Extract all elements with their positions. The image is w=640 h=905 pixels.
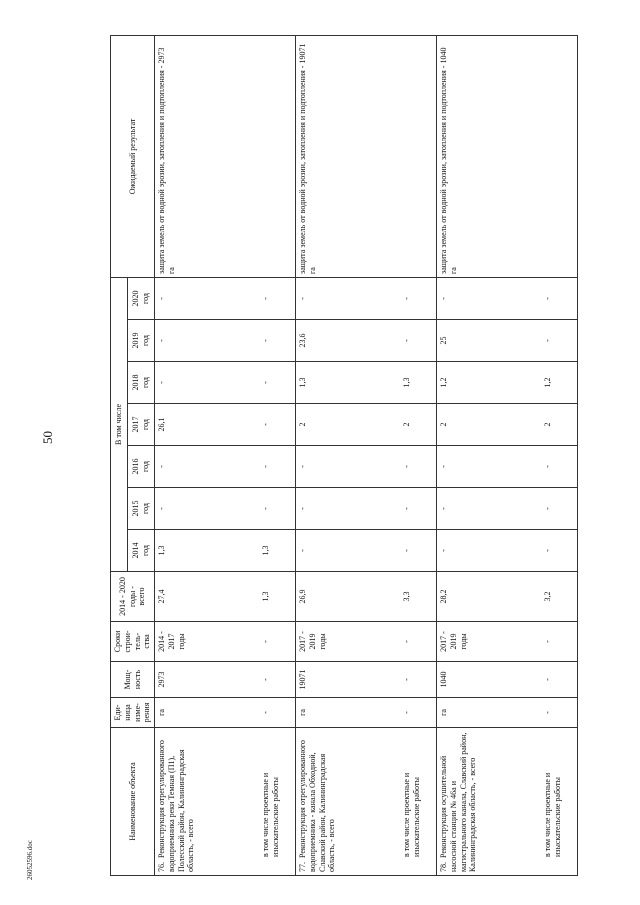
y2020-cell: - — [437, 277, 542, 319]
total-cell: 1,3 — [259, 572, 296, 622]
capacity-cell: 1040 — [437, 662, 542, 698]
y2017-cell: 2 — [296, 404, 401, 446]
object-name — [155, 728, 260, 876]
capacity-cell: 2973 — [155, 662, 260, 698]
header-y2016: 2016 год — [127, 446, 154, 488]
y2020-cell: - — [155, 277, 260, 319]
header-y2014: 2014 год — [127, 530, 154, 572]
unit-cell: - — [541, 698, 578, 728]
result-cell — [541, 35, 578, 277]
y2018-cell: 1,3 — [400, 362, 437, 404]
y2019-cell: - — [155, 320, 260, 362]
y2018-cell: - — [155, 362, 260, 404]
objects-table — [110, 35, 578, 876]
total-cell: 27,4 — [155, 572, 260, 622]
y2015-cell: - — [296, 488, 401, 530]
y2014-cell: - — [437, 530, 542, 572]
y2017-cell: - — [259, 404, 296, 446]
y2018-cell: 1,2 — [437, 362, 542, 404]
y2017-cell: 2 — [400, 404, 437, 446]
unit-cell: га — [437, 698, 542, 728]
term-cell: - — [400, 622, 437, 662]
rotated-table-container — [110, 36, 630, 876]
y2017-cell: 2 — [437, 404, 542, 446]
unit-cell: - — [259, 698, 296, 728]
page-number: 50 — [40, 431, 55, 444]
y2019-cell: 23,6 — [296, 320, 401, 362]
y2016-cell: - — [155, 446, 260, 488]
y2014-cell: 1,3 — [155, 530, 260, 572]
object-name: в том числе проектные и изыскательские работы — [400, 728, 437, 876]
capacity-cell: - — [541, 662, 578, 698]
table-row — [296, 35, 401, 875]
term-cell: 2017 - 2019 годы — [296, 622, 401, 662]
object-name: в том числе проектные и изыскательские работы — [541, 728, 578, 876]
y2020-cell: - — [400, 277, 437, 319]
y2015-cell: - — [400, 488, 437, 530]
header-including: В том числе — [111, 277, 128, 571]
table-row — [437, 35, 542, 875]
y2020-cell: - — [541, 277, 578, 319]
y2014-cell: 1,3 — [259, 530, 296, 572]
total-cell: 26,9 — [296, 572, 401, 622]
y2014-cell: - — [296, 530, 401, 572]
row-number: 77. — [298, 862, 307, 872]
total-cell: 28,2 — [437, 572, 542, 622]
capacity-cell: - — [400, 662, 437, 698]
object-name-text: Реконструкция осушительной насосной станции № 46а и магистрального канала, Славский район, Калининградская область, - всего — [439, 732, 478, 872]
y2019-cell: 25 — [437, 320, 542, 362]
term-cell: 2014 - 2017 годы — [155, 622, 260, 662]
y2018-cell: 1,3 — [296, 362, 401, 404]
y2014-cell: - — [400, 530, 437, 572]
result-cell: защита земель от водной эрозии, затопления и подтопления - 1040 га — [437, 35, 542, 277]
y2019-cell: - — [400, 320, 437, 362]
y2016-cell: - — [541, 446, 578, 488]
term-cell: - — [259, 622, 296, 662]
object-name-text: Реконструкция отрегулированного водоприемника реки Темная (П1), Полесский район, Калининградская область, - всего — [157, 740, 196, 872]
table-row — [259, 35, 296, 875]
header-capacity: Мощ- ность — [111, 662, 155, 698]
unit-cell: га — [296, 698, 401, 728]
y2016-cell: - — [259, 446, 296, 488]
header-y2020: 2020 год — [127, 277, 154, 319]
result-cell: защита земель от водной эрозии, затопления и подтопления - 2973 га — [155, 35, 260, 277]
result-cell: защита земель от водной эрозии, затопления и подтопления - 19071 га — [296, 35, 401, 277]
y2016-cell: - — [296, 446, 401, 488]
header-result: Ожидаемый результат — [111, 35, 155, 277]
header-row-1 — [111, 35, 128, 875]
y2019-cell: - — [541, 320, 578, 362]
header-name: Наименование объекта — [111, 728, 155, 876]
header-y2018: 2018 год — [127, 362, 154, 404]
y2020-cell: - — [259, 277, 296, 319]
header-y2015: 2015 год — [127, 488, 154, 530]
term-cell: - — [541, 622, 578, 662]
result-cell — [400, 35, 437, 277]
header-y2019: 2019 год — [127, 320, 154, 362]
capacity-cell: 19071 — [296, 662, 401, 698]
total-cell: 3,3 — [400, 572, 437, 622]
unit-cell: га — [155, 698, 260, 728]
row-number: 76. — [157, 862, 166, 872]
object-name — [296, 728, 401, 876]
y2019-cell: - — [259, 320, 296, 362]
object-name — [437, 728, 542, 876]
y2016-cell: - — [437, 446, 542, 488]
header-y2017: 2017 год — [127, 404, 154, 446]
object-name: в том числе проектные и изыскательские работы — [259, 728, 296, 876]
y2015-cell: - — [259, 488, 296, 530]
y2017-cell: 2 — [541, 404, 578, 446]
table-row — [155, 35, 260, 875]
total-cell: 3,2 — [541, 572, 578, 622]
y2020-cell: - — [296, 277, 401, 319]
table-row — [541, 35, 578, 875]
header-total: 2014 - 2020 годы - всего — [111, 572, 155, 622]
table-row — [400, 35, 437, 875]
term-cell: 2017 - 2019 годы — [437, 622, 542, 662]
footer-file-code: 26052596.doc — [26, 840, 34, 880]
capacity-cell: - — [259, 662, 296, 698]
header-term: Сроки строи- тель- ства — [111, 622, 155, 662]
y2015-cell: - — [437, 488, 542, 530]
header-unit: Еди- ница изме- рения — [111, 698, 155, 728]
y2018-cell: - — [259, 362, 296, 404]
unit-cell: - — [400, 698, 437, 728]
y2015-cell: - — [541, 488, 578, 530]
row-number: 78. — [439, 862, 448, 872]
y2014-cell: - — [541, 530, 578, 572]
object-name-text: Реконструкция отрегулированного водоприемника - канала Обходной, Славский район, Калининградская область, - всего — [298, 740, 337, 872]
result-cell — [259, 35, 296, 277]
y2017-cell: 26,1 — [155, 404, 260, 446]
y2016-cell: - — [400, 446, 437, 488]
y2018-cell: 1,2 — [541, 362, 578, 404]
y2015-cell: - — [155, 488, 260, 530]
